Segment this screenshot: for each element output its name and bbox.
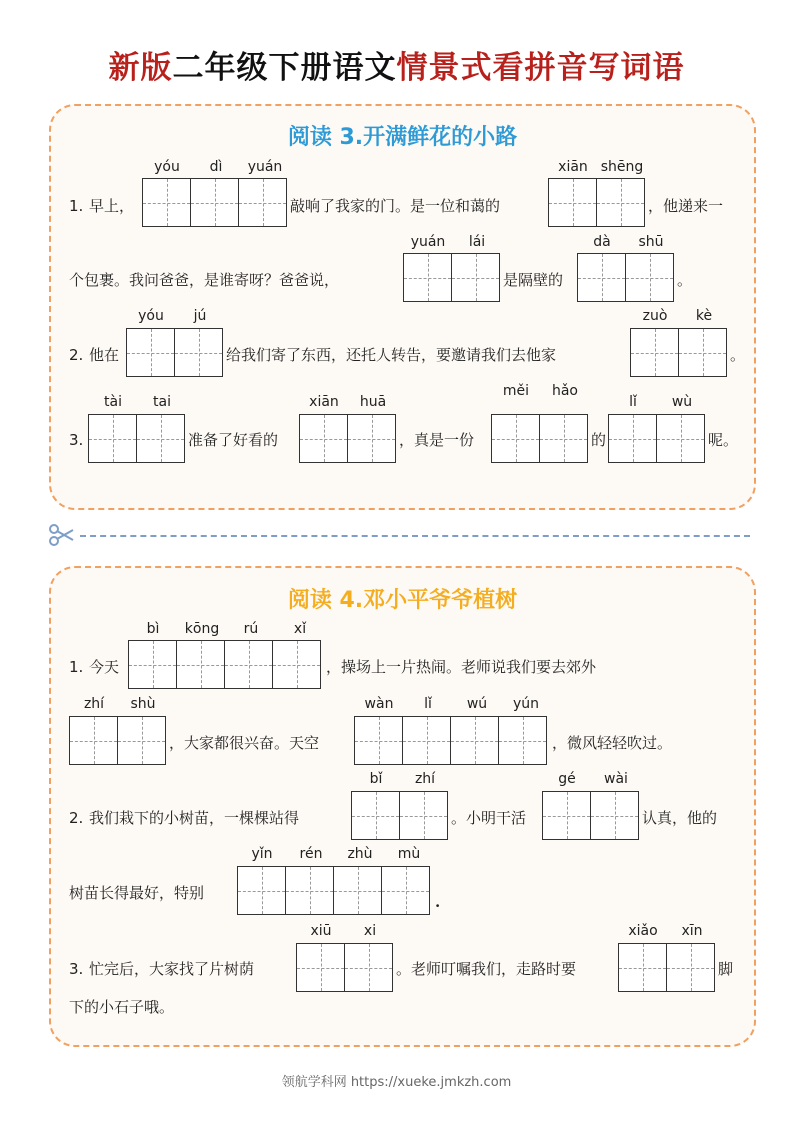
question-text: 个包裹。我问爸爸，是谁寄呀？爸爸说，: [69, 271, 340, 289]
answer-box[interactable]: [296, 943, 392, 992]
writing-cell[interactable]: [347, 414, 396, 463]
question-number: 3.: [69, 960, 84, 978]
pinyin: yuán: [247, 159, 283, 175]
cut-line: [80, 535, 750, 537]
section-title: 阅读 4.邓小平爷爷植树: [287, 588, 518, 613]
pinyin: wù: [671, 394, 693, 410]
answer-box[interactable]: [608, 414, 704, 463]
pinyin: lǐ: [629, 394, 637, 410]
question-text: 是隔壁的: [503, 271, 564, 289]
answer-box[interactable]: [577, 253, 673, 302]
question-text: 树苗长得最好，特别: [69, 884, 205, 902]
question-text: 的: [591, 431, 607, 449]
pinyin: tài: [104, 394, 122, 410]
question-text: 他在: [89, 346, 120, 364]
answer-box[interactable]: [542, 791, 638, 840]
pinyin: yún: [512, 696, 540, 712]
pinyin: bǐ: [369, 771, 383, 787]
question-text: ，微风轻轻吹过。: [552, 734, 673, 752]
writing-cell[interactable]: [142, 178, 191, 227]
answer-box[interactable]: [354, 716, 546, 765]
answer-box[interactable]: [491, 414, 587, 463]
question-text: 。小明干活: [451, 809, 527, 827]
writing-cell[interactable]: [630, 328, 679, 377]
pinyin: yóu: [138, 308, 164, 324]
question-number: 1.: [69, 658, 84, 676]
writing-cell[interactable]: [69, 716, 118, 765]
question-number: 2.: [69, 809, 84, 827]
pinyin: xiū: [310, 923, 332, 939]
writing-cell[interactable]: [237, 866, 286, 915]
question-text: ，操场上一片热闹。老师说我们要去郊外: [326, 658, 597, 676]
pinyin: dì: [209, 159, 223, 175]
writing-cell[interactable]: [117, 716, 166, 765]
writing-cell[interactable]: [678, 328, 727, 377]
writing-cell[interactable]: [618, 943, 667, 992]
writing-cell[interactable]: [351, 791, 400, 840]
title-part-2: 二年级下册语文: [172, 50, 397, 86]
writing-cell[interactable]: [625, 253, 674, 302]
question-text: 下的小石子哦。: [69, 998, 175, 1016]
writing-cell[interactable]: [548, 178, 597, 227]
writing-cell[interactable]: [451, 253, 500, 302]
answer-box[interactable]: [299, 414, 395, 463]
question-text: 。老师叮嘱我们，走路时要: [396, 960, 577, 978]
pinyin: yóu: [154, 159, 180, 175]
pinyin: yuán: [410, 234, 446, 250]
pinyin: zhí: [83, 696, 105, 712]
question-text: 今天: [89, 658, 120, 676]
writing-cell[interactable]: [596, 178, 645, 227]
question-number: 1.: [69, 197, 84, 215]
question-text: ，他递来一: [648, 197, 724, 215]
pinyin: wú: [466, 696, 488, 712]
pinyin: shù: [130, 696, 156, 712]
scissors-icon: [48, 522, 74, 548]
reading-card-4: [49, 566, 756, 1047]
pinyin: xīn: [681, 923, 703, 939]
pinyin: zhí: [414, 771, 436, 787]
writing-cell[interactable]: [88, 414, 137, 463]
answer-box[interactable]: [618, 943, 714, 992]
title-part-4: 看拼音写词语: [492, 50, 685, 86]
question-text: ，真是一份: [399, 431, 475, 449]
answer-box[interactable]: [128, 640, 320, 689]
writing-cell[interactable]: [238, 178, 287, 227]
writing-cell[interactable]: [450, 716, 499, 765]
question-text: ，大家都很兴奋。天空: [169, 734, 320, 752]
question-text: 脚: [718, 960, 734, 978]
answer-box[interactable]: [351, 791, 447, 840]
writing-cell[interactable]: [399, 791, 448, 840]
pinyin: měi: [502, 383, 530, 399]
question-number: 3.: [69, 431, 84, 449]
writing-cell[interactable]: [128, 640, 177, 689]
section-title: 阅读 3.开满鲜花的小路: [287, 125, 518, 150]
writing-cell[interactable]: [176, 640, 225, 689]
answer-box[interactable]: [69, 716, 165, 765]
writing-cell[interactable]: [381, 866, 430, 915]
writing-cell[interactable]: [402, 716, 451, 765]
pinyin: rú: [243, 621, 259, 637]
writing-cell[interactable]: [354, 716, 403, 765]
answer-box[interactable]: [548, 178, 644, 227]
writing-cell[interactable]: [491, 414, 540, 463]
question-text: 敲响了我家的门。是一位和蔼的: [290, 197, 501, 215]
writing-cell[interactable]: [224, 640, 273, 689]
pinyin: shū: [638, 234, 664, 250]
question-text: 呢。: [708, 431, 739, 449]
pinyin: xi: [363, 923, 377, 939]
pinyin: xiān: [558, 159, 588, 175]
question-text: 给我们寄了东西，还托人转告，要邀请我们去他家: [226, 346, 557, 364]
answer-box[interactable]: [88, 414, 184, 463]
writing-cell[interactable]: [285, 866, 334, 915]
pinyin: xǐ: [293, 621, 307, 637]
pinyin: kè: [695, 308, 713, 324]
page-title: [0, 42, 793, 87]
pinyin: huā: [359, 394, 387, 410]
pinyin: shēng: [600, 159, 644, 175]
pinyin: hǎo: [551, 383, 579, 399]
pinyin: jú: [193, 308, 207, 324]
question-text: 认真，他的: [642, 809, 718, 827]
question-number: 2.: [69, 346, 84, 364]
pinyin: kōng: [184, 621, 220, 637]
pinyin: gé: [558, 771, 576, 787]
pinyin: tai: [153, 394, 171, 410]
writing-cell[interactable]: [272, 640, 321, 689]
question-text: 早上，: [89, 197, 135, 215]
writing-cell[interactable]: [608, 414, 657, 463]
question-text: 忙完后，大家找了片树荫: [89, 960, 255, 978]
writing-cell[interactable]: [333, 866, 382, 915]
question-text: 我们栽下的小树苗，一棵棵站得: [89, 809, 300, 827]
question-text: 。: [730, 346, 746, 364]
pinyin: zhù: [347, 846, 373, 862]
answer-box[interactable]: [237, 866, 429, 915]
question-text: 。: [677, 271, 693, 289]
pinyin: bì: [146, 621, 160, 637]
answer-box[interactable]: [630, 328, 726, 377]
question-text: 准备了好看的: [188, 431, 279, 449]
pinyin: yǐn: [251, 846, 273, 862]
answer-box[interactable]: [126, 328, 222, 377]
writing-cell[interactable]: [403, 253, 452, 302]
question-text: .: [435, 893, 441, 911]
writing-cell[interactable]: [299, 414, 348, 463]
writing-cell[interactable]: [174, 328, 223, 377]
writing-cell[interactable]: [577, 253, 626, 302]
answer-box[interactable]: [142, 178, 286, 227]
answer-box[interactable]: [403, 253, 499, 302]
writing-cell[interactable]: [126, 328, 175, 377]
writing-cell[interactable]: [590, 791, 639, 840]
writing-cell[interactable]: [666, 943, 715, 992]
writing-cell[interactable]: [656, 414, 705, 463]
writing-cell[interactable]: [539, 414, 588, 463]
reading-card-3: [49, 104, 756, 510]
writing-cell[interactable]: [344, 943, 393, 992]
title-part-1: 新版: [108, 50, 173, 86]
pinyin: mù: [397, 846, 421, 862]
pinyin: wàn: [364, 696, 394, 712]
writing-cell[interactable]: [136, 414, 185, 463]
writing-cell[interactable]: [542, 791, 591, 840]
pinyin: xiǎo: [628, 923, 658, 939]
title-part-3: 情景式: [396, 50, 493, 86]
pinyin: xiān: [309, 394, 339, 410]
pinyin: lái: [468, 234, 486, 250]
pinyin: rén: [299, 846, 323, 862]
footer-watermark: 领航学科网 https://xueke.jmkzh.com: [281, 1075, 512, 1090]
pinyin: dà: [593, 234, 611, 250]
pinyin: zuò: [642, 308, 668, 324]
writing-cell[interactable]: [498, 716, 547, 765]
pinyin: wài: [604, 771, 628, 787]
writing-cell[interactable]: [190, 178, 239, 227]
writing-cell[interactable]: [296, 943, 345, 992]
pinyin: lǐ: [424, 696, 432, 712]
